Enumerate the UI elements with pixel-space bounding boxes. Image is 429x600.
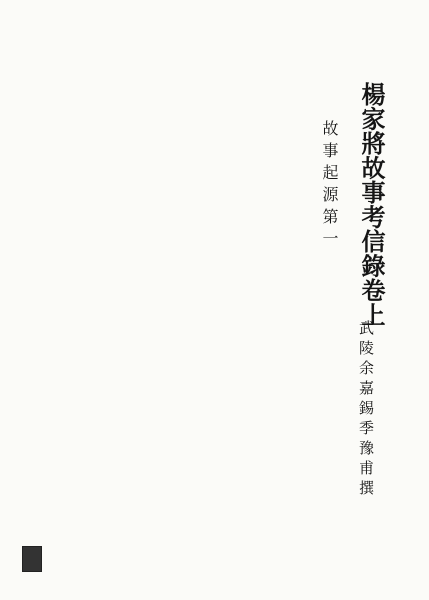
- body-line: [73, 120, 85, 540]
- body-line: [59, 120, 71, 540]
- section-heading: 故事起源第一: [320, 120, 339, 252]
- body-line: [185, 120, 197, 540]
- body-line: [31, 120, 43, 540]
- body-line: [171, 120, 183, 540]
- body-line: [115, 120, 127, 540]
- body-line: [101, 120, 113, 540]
- body-line: [241, 120, 253, 540]
- body-line: [297, 120, 309, 540]
- body-line: [283, 120, 295, 540]
- body-line: [143, 120, 155, 540]
- body-line: [199, 120, 211, 540]
- body-line: [45, 120, 57, 540]
- body-line: [87, 120, 99, 540]
- body-line: [129, 120, 141, 540]
- body-line: [255, 120, 267, 540]
- body-line: [227, 120, 239, 540]
- body-line: [17, 120, 29, 540]
- body-line: [157, 120, 169, 540]
- body-line: [269, 120, 281, 540]
- author-line: 武陵余嘉錫季豫甫撰: [357, 320, 375, 500]
- body-line: [3, 120, 15, 540]
- body-line: [213, 120, 225, 540]
- seal-stamp: [22, 546, 42, 572]
- volume-title: 楊家將故事考信錄卷上: [357, 82, 386, 327]
